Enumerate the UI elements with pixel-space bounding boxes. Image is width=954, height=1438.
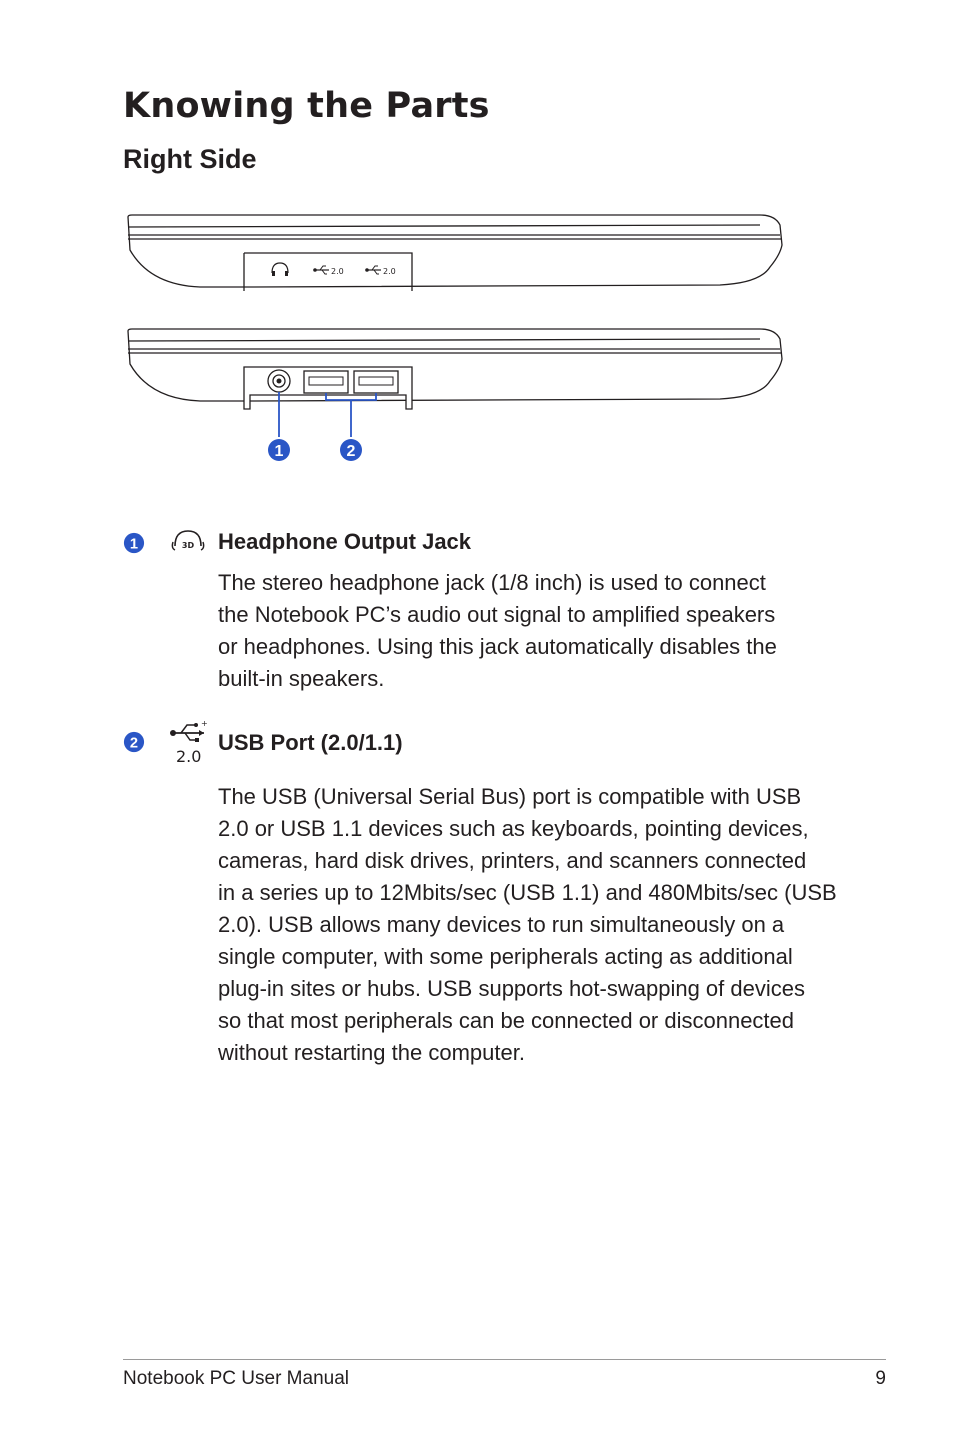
usb-icon-version-label: 2.0 <box>176 747 202 766</box>
footer-manual-name: Notebook PC User Manual <box>123 1368 349 1389</box>
text-line: built-in speakers. <box>218 666 385 691</box>
usb-port-1 <box>304 371 348 393</box>
usb-icon <box>168 720 208 766</box>
page-title: Knowing the Parts <box>123 86 490 126</box>
callout-badge-2 <box>340 439 362 461</box>
text-line: cameras, hard disk drives, printers, and scanners connected <box>218 848 807 873</box>
svg-text:3D: 3D <box>181 541 195 550</box>
page-number: 9 <box>875 1368 886 1389</box>
text-line: so that most peripherals can be connected or disconnected <box>218 1008 795 1033</box>
item-number-badge-2 <box>123 731 145 753</box>
item-number-2: 2 <box>129 735 139 752</box>
text-line: single computer, with some peripherals acting as additional <box>218 944 793 969</box>
text-line: without restarting the computer. <box>218 1040 525 1065</box>
text-line: in a series up to 12Mbits/sec (USB 1.1) and 480Mbits/sec (USB <box>218 880 837 905</box>
notebook-right-side-diagram <box>120 205 790 470</box>
item-number-badge-1 <box>123 532 145 554</box>
usb-port-2 <box>354 371 398 393</box>
notebook-edge-ports-view <box>128 329 782 409</box>
item-description-usb <box>218 781 858 1069</box>
text-line: 2.0). USB allows many devices to run simultaneously on a <box>218 912 785 937</box>
notebook-edge-top-view <box>128 215 782 291</box>
text-line: The stereo headphone jack (1/8 inch) is used to connect <box>218 570 766 595</box>
usb-version-label-1: 2.0 <box>331 267 344 276</box>
text-line: the Notebook PC’s audio out signal to amplified speakers <box>218 602 776 627</box>
svg-text:+: + <box>201 720 208 728</box>
text-line: plug-in sites or hubs. USB supports hot-swapping of devices <box>218 976 805 1001</box>
callout-number-1: 1 <box>274 443 284 460</box>
footer-divider <box>123 1359 886 1360</box>
item-description-headphone <box>218 567 858 695</box>
item-number-1: 1 <box>129 536 139 553</box>
item-heading-usb: USB Port (2.0/1.1) <box>218 730 403 755</box>
item-heading-headphone: Headphone Output Jack <box>218 529 472 554</box>
callout-number-2: 2 <box>346 443 356 460</box>
text-line: or headphones. Using this jack automatically disables the <box>218 634 777 659</box>
text-line: 2.0 or USB 1.1 devices such as keyboards, pointing devices, <box>218 816 809 841</box>
headphone-3d-icon <box>170 528 206 554</box>
text-line: The USB (Universal Serial Bus) port is compatible with USB <box>218 784 802 809</box>
headphone-jack <box>268 370 290 392</box>
section-title: Right Side <box>123 144 257 174</box>
callout-badge-1 <box>268 439 290 461</box>
usb-version-label-2: 2.0 <box>383 267 396 276</box>
